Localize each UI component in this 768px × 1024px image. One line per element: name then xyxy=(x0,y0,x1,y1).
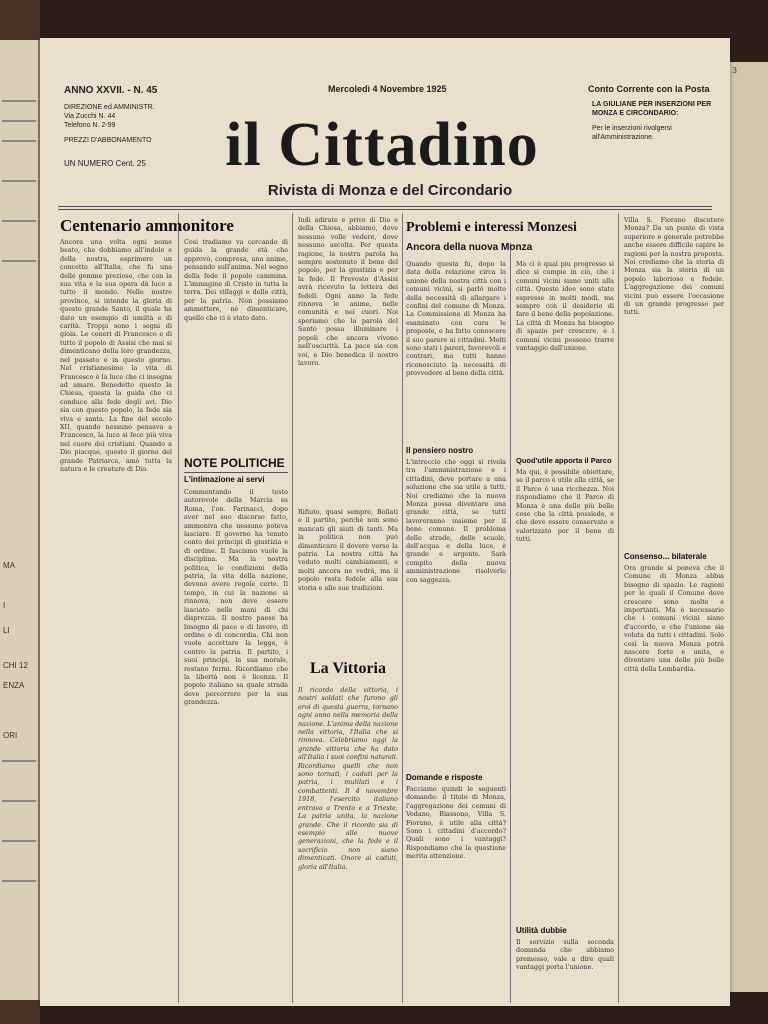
issue-date: Mercoledì 4 Novembre 1925 xyxy=(328,84,447,94)
subheadline-pensiero: Il pensiero nostro xyxy=(406,446,474,455)
newspaper-title: il Cittadino xyxy=(225,111,539,179)
adjacent-left-page xyxy=(0,40,40,1000)
left-page-text: ORI xyxy=(3,731,18,740)
text-line xyxy=(2,840,36,842)
masthead-rule xyxy=(58,209,712,210)
text-line xyxy=(2,120,36,122)
headline-problemi: Problemi e interessi Monzesi xyxy=(406,220,577,235)
article-centenario-col2: Così tradiamo va cercando di guida la grande età che approvò, compresa, una anime, pensando sull'anima. Nel segno della fede il popolo cammina. L'immagine di Cristo in tutta la terra. Dei villaggi e delle città, per la patria. Non possiamo ammettere, nè dimenticare, quello che ci è stato dato. xyxy=(184,238,288,322)
admin-line: Telefono N. 2-99 xyxy=(64,122,116,129)
masthead-right xyxy=(592,100,727,142)
article-vittoria: Il ricordo della vittoria, i nostri soldati che furono gli eroi di questa guerra, tornano ogni anno nella memoria della nazione. L'anima della nazione nella vittoria, l'Italia che si rinnova. Celebriamo oggi la grande vittoria che ha dato all'Italia i suoi confini naturali. Ricordiamo quelli che non sono tornati, i caduti per la patria, i mutilati e i combattenti. Il 4 novembre 1918, l'esercito italiano entrava a Trento e a Trieste. La patria unita, la nazione grande. Che il ricordo sia di esempio alle nuove generazioni, che la fede e il sacrificio non siano dimenticati. Onore ai caduti, gloria all'Italia. xyxy=(298,686,398,871)
text-line xyxy=(2,220,36,222)
subheadline-parco: Quod'utile apporta il Parco xyxy=(516,456,612,465)
article-col3: Indi adirate e prive di Dio e della Chiesa, abbiamo, dove nessuno volle vedere, dove nessuno ascolta. Per questa ragione, la nostra parola ha sempre sostenuto il bene del popolo, per la giustizia e per la fede. Il Prevosto d'Assisi avrà ricevuto la lettera dei fedeli. Ogni anno la fede rinnova le anime, nelle comunità e nei cuori. Noi speriamo che la parola del Santo possa illuminare i popoli che ancora vivono nell'oscurità. La pace sia con voi, e Dio benedica il nostro lavoro. xyxy=(298,216,398,367)
newspaper-subtitle: Rivista di Monza e del Circondario xyxy=(267,182,513,199)
headline-centenario: Centenario ammonitore xyxy=(60,216,234,235)
subheadline-nuova-monza: Ancora della nuova Monza xyxy=(406,242,533,253)
article-problemi-domande: Facciamo quindi le seguenti domande: il titolo di Monza, l'aggregazione dei comuni di Vedano, Biassono, Villa S. Fiorano, è utile alla città? Sono i cittadini d'accordo? Quali sono i vantaggi? Rispondiamo che la questione merita attenzione. xyxy=(406,785,506,861)
column-divider xyxy=(178,213,179,1003)
article-problemi-intro: Quando questa fu, dopo la data della relazione circa la unione della nostra città con i comuni vicini, si parlò molto della necessità di allargare i confini del comune di Monza. La Commissione di Monza ha esaminato con cura le proposte, e ha fatto conoscere il suo parere ai cittadini. Molti sono stati i pareri, favorevoli e contrari, ma tutti hanno riconosciuto la necessità di provvedere al bene della città. xyxy=(406,260,506,378)
left-page-text: LI xyxy=(3,626,10,635)
headline-vittoria: La Vittoria xyxy=(310,660,386,677)
text-line xyxy=(2,140,36,142)
article-problemi-col2: Ma ci è qual piu progresso si dice si compie in ciò, che i comuni vicini siano uniti alla città. Queste idee sono state espresse in molti modi, ma sempre con il desiderio di fare il bene della popolazione. La città di Monza ha bisogno di spazio per crescere, e i comuni vicini possono trarre vantaggio dall'unione. xyxy=(516,260,614,353)
left-page-text: MA xyxy=(3,561,15,570)
admin-line: Via Zucchi N. 44 xyxy=(64,113,116,120)
left-page-text: ENZA xyxy=(3,681,25,690)
article-politiche: Commentando il testo autorevole della Marcia su Roma, l'on. Farinacci, dopo aver nel suo discorso fatto, ammoniva che nessuno poteva lasciare. Il governo ha tenuto conto dei principi di giustizia e di ordine. Il fascismo vuole la disciplina. Ma la nostra politica, le condizioni della patria, la vita della nazione, devono avere regole certe. Il tempo, in cui la nazione si rinnova, non deve essere lasciato nelle mani di chi disprezza. Il nostro paese ha bisogno di pace e di lavoro, di ordine e di concordia. Chi non vuole accettare la legge, è contro la patria. Il partito, i suoi principi, la sua morale, restano fermi. Ricordiamo che la libertà non è licenza. Il popolo italiano sa quale strada deve percorrere per la sua grandezza. xyxy=(184,488,288,707)
article-problemi-parco: Ma qui, è possibile obiettare, se il parco è utile alla città, se il Parco è una ricchezza. Noi rispondiamo che il Parco di Monza è una delle più belle cose che la città possiede, e che deve essere conservato e valorizzato per il bene di tutti. xyxy=(516,468,614,544)
left-page-text: CHI 12 xyxy=(3,661,28,670)
notice-line: all'Amministrazione. xyxy=(592,134,655,141)
text-line xyxy=(2,100,36,102)
newspaper-page xyxy=(40,38,730,1006)
page-number: 3 xyxy=(732,66,738,75)
issue-number: ANNO XXVII. - N. 45 xyxy=(64,85,158,96)
article-centenario-col1: Ancora una volta ogni nome beato, che dobbiamo all'indole e della nostra, esprimere un concetto all'Italia, che fu una delle gemme preziose, che con la sua vita e la sua opera dà luce a tutto il mondo. Nelle nostre province, si intende la gloria di questo grande Santo, il quale ha dato un esempio di umiltà e di carità. Troppi sono i segni di gioia. Le ceneri di Francesco e di tutto il popolo di Assisi che mai si dimenticano della loro grandezza, nel passato e in questo giorno. Nel cristianesimo la vita di Francesco è la luce che ci insegna ad amare. Benedetto questo la Chiesa, questa la guida che ci conduce alla fede degli avi. Dio sia con questo popolo, la fede sia viva e santa. La fine del secolo XII, quando nessuno pensava a Francesco, la luce si fece più viva nel cuore dei cristiani. Quando a Dio piacque, questo il giorno del grande Patriarca, amò tutta la natura e le creature di Dio. xyxy=(60,238,172,473)
subheadline-consenso: Consenso... bilaterale xyxy=(624,552,707,561)
text-line xyxy=(2,760,36,762)
notice-line: Per le inserzioni rivolgersi xyxy=(592,125,672,132)
article-problemi-utilita: Il servizio sulla seconda domanda che abbiamo premesso, vale a dire quali vantaggi porta l'unione. xyxy=(516,938,614,972)
section-rule xyxy=(184,472,288,473)
adjacent-right-pages xyxy=(727,62,768,992)
column-divider xyxy=(618,213,619,1003)
column-divider xyxy=(510,243,511,1003)
admin-line: PREZZI D'ABBONAMENTO xyxy=(64,137,152,144)
admin-line: DIREZIONE ed AMMINISTR. xyxy=(64,104,155,111)
price-line: UN NUMERO Cent. 25 xyxy=(64,159,146,168)
article-right-col: Villa S. Fiorano discutere Monza? Da un punto di vista superiore e generale potrebbe anche essere difficile capire le ragioni per la nostra proposta. Noi crediamo che la storia di Monza sia la storia di un popolo laborioso e fedele. L'aggregazione dei comuni vicini può essere l'occasione di un grande progresso per tutti. xyxy=(624,216,724,317)
article-right-consenso: Ora grande si poneva che il Comune di Monza abbia bisogno di spazio. Le ragioni per le quali il Comune deve crescere sono molte e importanti. Ma è necessario che i comuni vicini siano d'accordo, e che l'unione sia voluta da tutti i cittadini. Solo così la nuova Monza potrà nascere forte e unita, e diventare una delle più belle città della Lombardia. xyxy=(624,564,724,673)
subheadline-utilita: Utilità dubbie xyxy=(516,926,567,935)
postal-notice: Conto Corrente con la Posta xyxy=(588,84,710,94)
text-line xyxy=(2,880,36,882)
text-line xyxy=(2,800,36,802)
subheadline-intimazione: L'intimazione ai servi xyxy=(184,475,265,484)
headline-note-politiche: NOTE POLITICHE xyxy=(184,456,285,470)
text-line xyxy=(2,260,36,262)
column-divider xyxy=(292,213,293,1003)
notice-line: LA GIULIANE PER INSERZIONI PER xyxy=(592,101,712,108)
column-divider xyxy=(402,213,403,1003)
left-page-text: I xyxy=(3,601,6,610)
subheadline-domande: Domande e risposte xyxy=(406,773,483,782)
text-line xyxy=(2,180,36,182)
article-problemi-pensiero: L'intreccio che oggi si rivela tra l'amministrazione e i cittadini, deve portare a una soluzione che sia utile a tutti. Noi crediamo che la nuova Monza possa diventare una grande città, se tutti lavoreranno insieme per il bene comune. Il problema delle strade, delle scuole, dell'acqua e della luce, è grande e urgente. Sarà compito della nuova amministrazione risolverlo con saggezza. xyxy=(406,458,506,584)
masthead-rule xyxy=(58,206,712,207)
notice-line: MONZA E CIRCONDARIO: xyxy=(592,110,679,117)
article-col3-cont: Rifiuto, quasi sempre, Bollati e il partito, perchè non sono mancati gli aiuti di tanti. Ma la politica non può dimenticare il dovere verso la patria. La nostra città ha veduto molti cambiamenti, e molti ancora ne vedrà, ma il popolo resta fedele alla sua storia e alle sue tradizioni. xyxy=(298,508,398,592)
